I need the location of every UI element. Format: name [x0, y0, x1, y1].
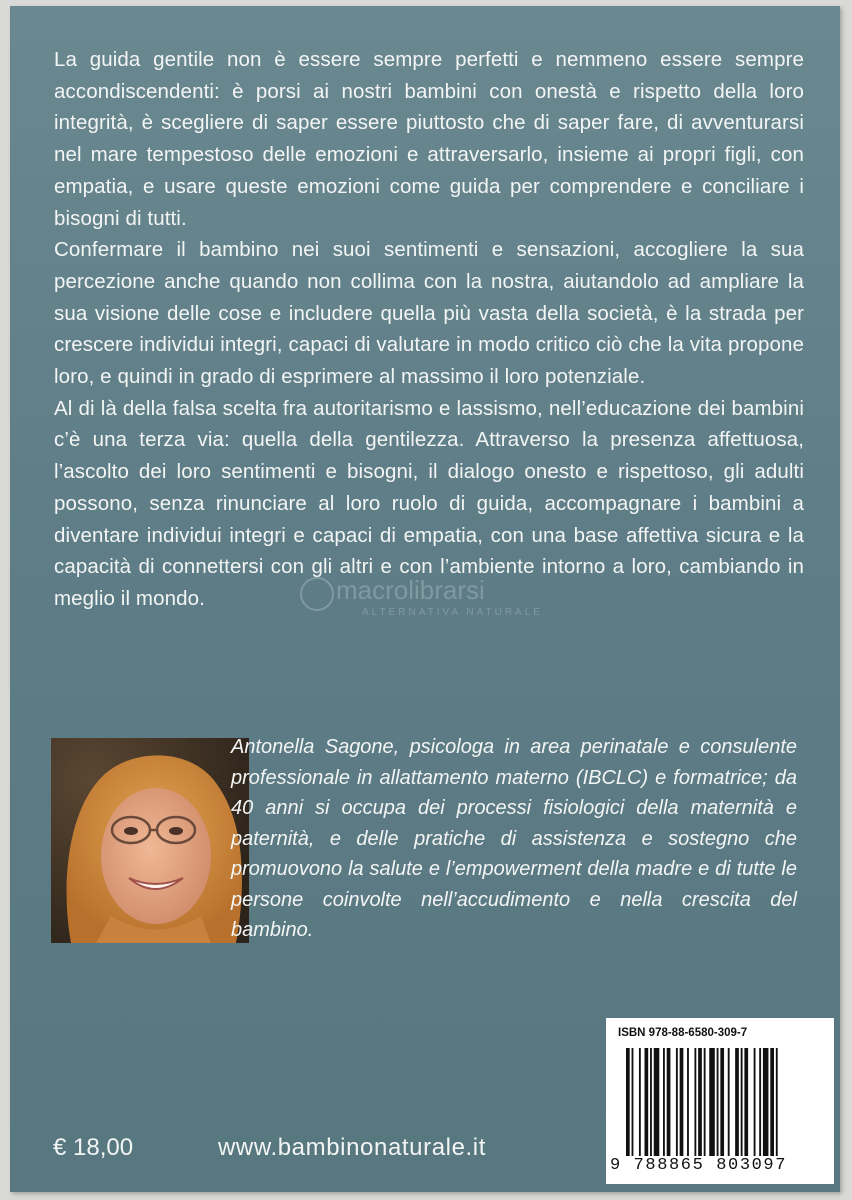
- blurb-paragraph-1: La guida gentile non è essere sempre perfetti e nemmeno essere sempre accondiscendenti: è porsi ai nostri bambini con onestà e rispetto della loro integrità, è scegliere di saper essere piuttosto che di saper fare, di avventurarsi nel mare tempestoso delle emozioni e attraversarlo, insieme ai propri figli, con empatia, e usare queste emozioni come guida per comprendere e conciliare i bisogni di tutti.: [54, 48, 804, 230]
- watermark-title: macrolibrarsi: [336, 575, 485, 605]
- isbn-barcode: [606, 1018, 834, 1184]
- watermark-ring-icon: [300, 577, 334, 611]
- isbn-label: ISBN 978-88-6580-309-7: [618, 1027, 748, 1039]
- price: € 18,00: [53, 1134, 134, 1161]
- blurb-paragraph-3: Al di là della falsa scelta fra autoritarismo e lassismo, nell’educazione dei bambini c’è una terza via: quella della gentilezza. Attraverso la presenza affettuosa, l’ascolto dei loro sentimenti e bisogni, il dialogo onesto e rispettoso, gli adulti possono, senza rinunciare al loro ruolo di guida, accompagnare i bambini a diventare individui integri e capaci di empatia, con una base affettiva sicura e la capacità di connettersi con gli altri e con l’ambiente intorno a loro, cambiando in meglio il mondo.: [54, 396, 804, 610]
- barcode-bars: [626, 1048, 822, 1156]
- author-photo: [51, 738, 249, 943]
- watermark-logo: [300, 571, 600, 631]
- back-cover: [10, 6, 840, 1192]
- author-bio: Antonella Sagone, psicologa in area perinatale e consulente professionale in allattamento materno (IBCLC) e formatrice; da 40 anni si occupa dei processi fisiologici della maternità e paternità, e delle pratiche di assistenza e sostegno che promuovono la salute e l’empowerment della madre e di tutte le persone coinvolte nell’accudimento e nella crescita del bambino.: [231, 736, 797, 941]
- watermark-subtitle: ALTERNATIVA NATURALE: [362, 607, 543, 618]
- blurb-text: [54, 44, 804, 615]
- ean-digits: 9 788865 803097: [610, 1156, 788, 1175]
- website-url: www.bambinonaturale.it: [218, 1134, 487, 1161]
- blurb-paragraph-2: Confermare il bambino nei suoi sentimenti e sensazioni, accogliere la sua percezione anche quando non collima con la nostra, aiutandolo ad ampliare la sua visione delle cose e includere quella più vasta della società, è la strada per crescere individui integri, capaci di valutare in modo critico ciò che la vita propone loro, e quindi in grado di esprimere al massimo il loro potenziale.: [54, 238, 804, 389]
